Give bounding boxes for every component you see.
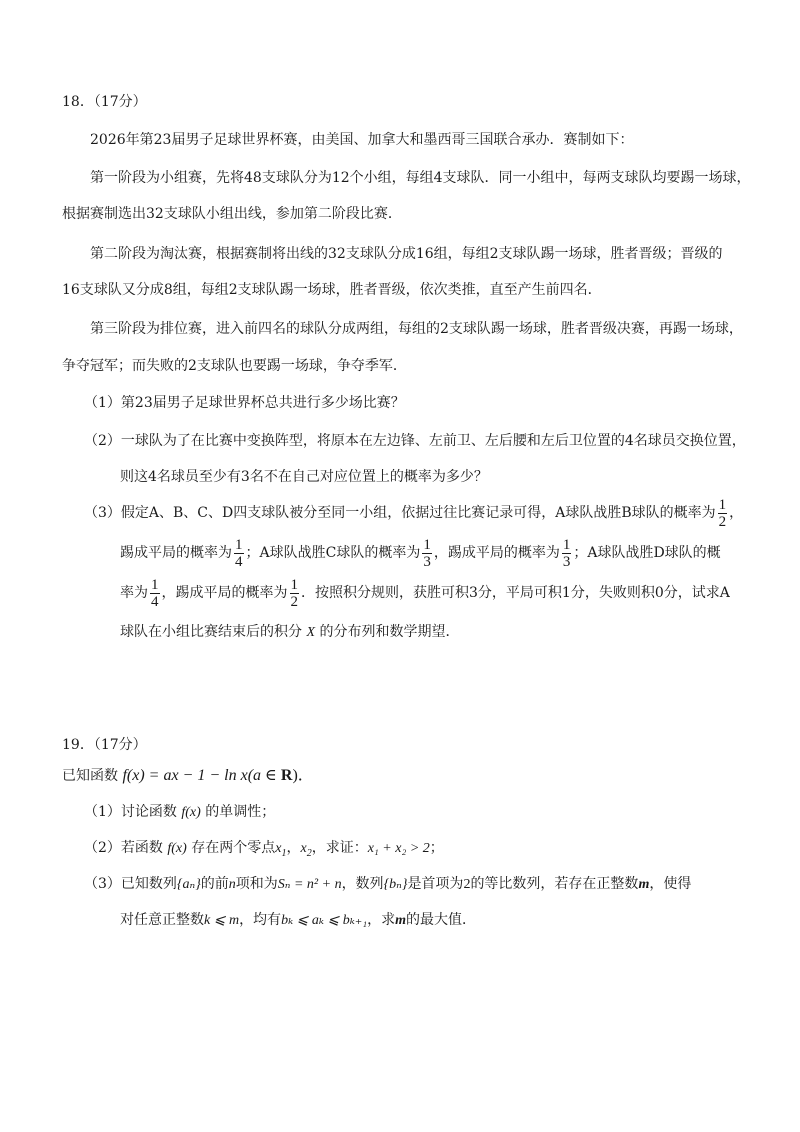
- q18-header: [62, 92, 147, 112]
- x2-base: x: [300, 841, 307, 856]
- q18-stage3-line2: 争夺冠军；而失败的2支球队也要踢一场球，争夺季军．: [62, 358, 407, 374]
- variable-n: n: [228, 877, 236, 892]
- q19-part1: [84, 802, 275, 823]
- q18-part3-line3: [120, 575, 730, 611]
- q19-part2-text-d: ，求证：: [311, 840, 368, 856]
- q19-part2-text-c: ，: [286, 840, 301, 856]
- q18-part3-line2: [120, 535, 721, 571]
- fraction-numerator: 1: [290, 576, 298, 593]
- q19-part2-text-a: （2）若函数: [84, 840, 163, 856]
- q19-part3-text-j: ，求: [367, 912, 396, 928]
- variable-m: m: [395, 913, 406, 928]
- q18-part3-text-d: ；A球队战胜C球队的概率为: [245, 545, 421, 561]
- q19-given-text: 已知函数: [62, 768, 118, 784]
- q18-part3-text-g: 率为: [120, 585, 148, 601]
- q18-header-text: 18．（17分）: [62, 94, 147, 110]
- sequence-an: {aₙ}: [176, 877, 201, 892]
- q19-part1-text-b: 的单调性；: [205, 804, 276, 820]
- q18-part3-text-h: ，踢成平局的概率为: [161, 585, 288, 601]
- q19-part3-text-f: 的等比数列，若存在正整数: [470, 876, 639, 892]
- fraction-denominator: 4: [235, 553, 243, 570]
- inequality-x1-x2: x₁ + x₂ > 2: [367, 841, 430, 856]
- function-fx: f(x): [167, 841, 187, 856]
- q18-intro: 2026年第23届男子足球世界杯赛，由美国、加拿大和墨西哥三国联合承办．赛制如下：: [90, 132, 634, 148]
- x2-subscript: 2: [306, 847, 312, 859]
- q19-header: 19．（17分）: [62, 737, 147, 753]
- fraction-numerator: 1: [423, 536, 431, 553]
- q18-part3-text-a: （3）假定A、B、C、D四支球队被分至同一小组，依据过往比赛记录可得，A球队战胜B球队的概率为: [84, 505, 716, 521]
- inequality-k-m: k ⩽ m: [204, 913, 240, 928]
- q18-stage2-line2: 16支球队又分成8组，每组2支球队踢一场球，胜者晋级，依次类推，直至产生前四名．: [62, 282, 602, 298]
- x1-subscript: 1: [281, 847, 287, 859]
- fraction-numerator: 1: [235, 536, 243, 553]
- q18-part1: （1）第23届男子足球世界杯总共进行多少场比赛？: [84, 395, 405, 411]
- fraction-denominator: 2: [718, 513, 727, 530]
- q19-part3-text-c: 项和为: [235, 876, 278, 892]
- q19-part1-text-a: （1）讨论函数: [84, 804, 177, 820]
- q18-part3-text-e: ，踢成平局的概率为: [433, 545, 560, 561]
- q19-given: [62, 766, 314, 786]
- function-fx: f(x): [181, 805, 201, 820]
- fraction-numerator: 1: [562, 536, 571, 553]
- fraction-numerator: 1: [151, 576, 159, 593]
- q18-stage2-line1: 第二阶段为淘汰赛，根据赛制将出线的32支球队分成16组，每组2支球队踢一场球，胜者晋级；晋级的: [90, 246, 723, 262]
- q19-part3-text-d: ，数列: [341, 876, 384, 892]
- variable-x2: [300, 841, 312, 859]
- q19-part3-text-h: 对任意正整数: [120, 912, 204, 928]
- fraction-one-quarter-b: [150, 577, 160, 610]
- q19-part3-text-e: 是首项为: [407, 876, 464, 892]
- q19-part3-text-a: （3）已知数列: [84, 876, 177, 892]
- q19-part3-line1: [84, 874, 691, 895]
- fraction-denominator: 3: [423, 553, 431, 570]
- q19-part3-text-b: 的前: [200, 876, 229, 892]
- fraction-one-quarter-a: [234, 537, 244, 570]
- q19-part3-text-l: 的最大值．: [406, 912, 476, 928]
- q18-part3-text-k: 的分布列和数学期望．: [319, 624, 460, 640]
- q18-part2-line2: 则这4名球员至少有3名不在自己对应位置上的概率为多少？: [120, 469, 488, 485]
- q18-part3-text-b: ，: [729, 505, 744, 521]
- q18-part3-text-f: ；A球队战胜D球队的概: [573, 545, 721, 561]
- q19-part2: [84, 838, 444, 864]
- domain-close: )．: [292, 767, 314, 784]
- inequality-bk-ak: bₖ ⩽ aₖ ⩽ bₖ₊₁: [281, 913, 368, 928]
- q18-stage1-line1: 第一阶段为小组赛，先将48支球队分为12个小组，每组4支球队．同一小组中，每两支球队均要踢一场球，: [90, 170, 751, 186]
- q19-part2-text-b: 存在两个零点: [191, 840, 276, 856]
- variable-x1: [275, 841, 287, 859]
- function-expression: f(x) = ax − 1 − ln x: [122, 767, 248, 784]
- reals-symbol: R: [280, 767, 293, 784]
- x1-base: x: [275, 841, 282, 856]
- sequence-bn: {bₙ}: [383, 877, 408, 892]
- fraction-one-third-b: [562, 537, 572, 570]
- fraction-denominator: 4: [151, 593, 159, 610]
- variable-X: X: [306, 625, 316, 640]
- fraction-denominator: 3: [562, 553, 571, 570]
- q18-stage3-line1: 第三阶段为排位赛，进入前四名的球队分成两组，每组的2支球队踢一场球，胜者晋级决赛，再踢一场球，: [90, 321, 743, 337]
- q18-part3-text-j: 球队在小组比赛结束后的积分: [120, 624, 302, 640]
- q19-part2-text-e: ；: [429, 840, 444, 856]
- q18-part3-line1: [84, 495, 743, 531]
- q18-part3-text-i: ．按照积分规则，获胜可积3分，平局可积1分，失败则积0分，试求A: [301, 585, 730, 601]
- variable-m: m: [638, 877, 650, 892]
- q19-part3-line2: [120, 910, 476, 931]
- fraction-one-half-b: [290, 577, 300, 610]
- domain-paren: (a ∈: [247, 767, 281, 784]
- number-two: 2: [463, 877, 471, 892]
- fraction-one-half-a: [718, 497, 728, 530]
- sum-formula: Sₙ = n² + n: [277, 877, 342, 892]
- q18-part3-line4: [120, 622, 459, 643]
- fraction-one-third-a: [422, 537, 432, 570]
- q18-stage1-line2: 根据赛制选出32支球队小组出线，参加第二阶段比赛．: [62, 206, 402, 222]
- q19-part3-text-i: ，均有: [239, 912, 282, 928]
- fraction-numerator: 1: [718, 496, 727, 513]
- q18-part2-line1: （2）一球队为了在比赛中变换阵型，将原本在左边锋、左前卫、左后腰和左后卫位置的4名球员交换位置，: [84, 433, 746, 449]
- q18-part3-text-c: 踢成平局的概率为: [120, 545, 232, 561]
- q19-part3-text-g: ，使得: [649, 876, 692, 892]
- fraction-denominator: 2: [290, 593, 298, 610]
